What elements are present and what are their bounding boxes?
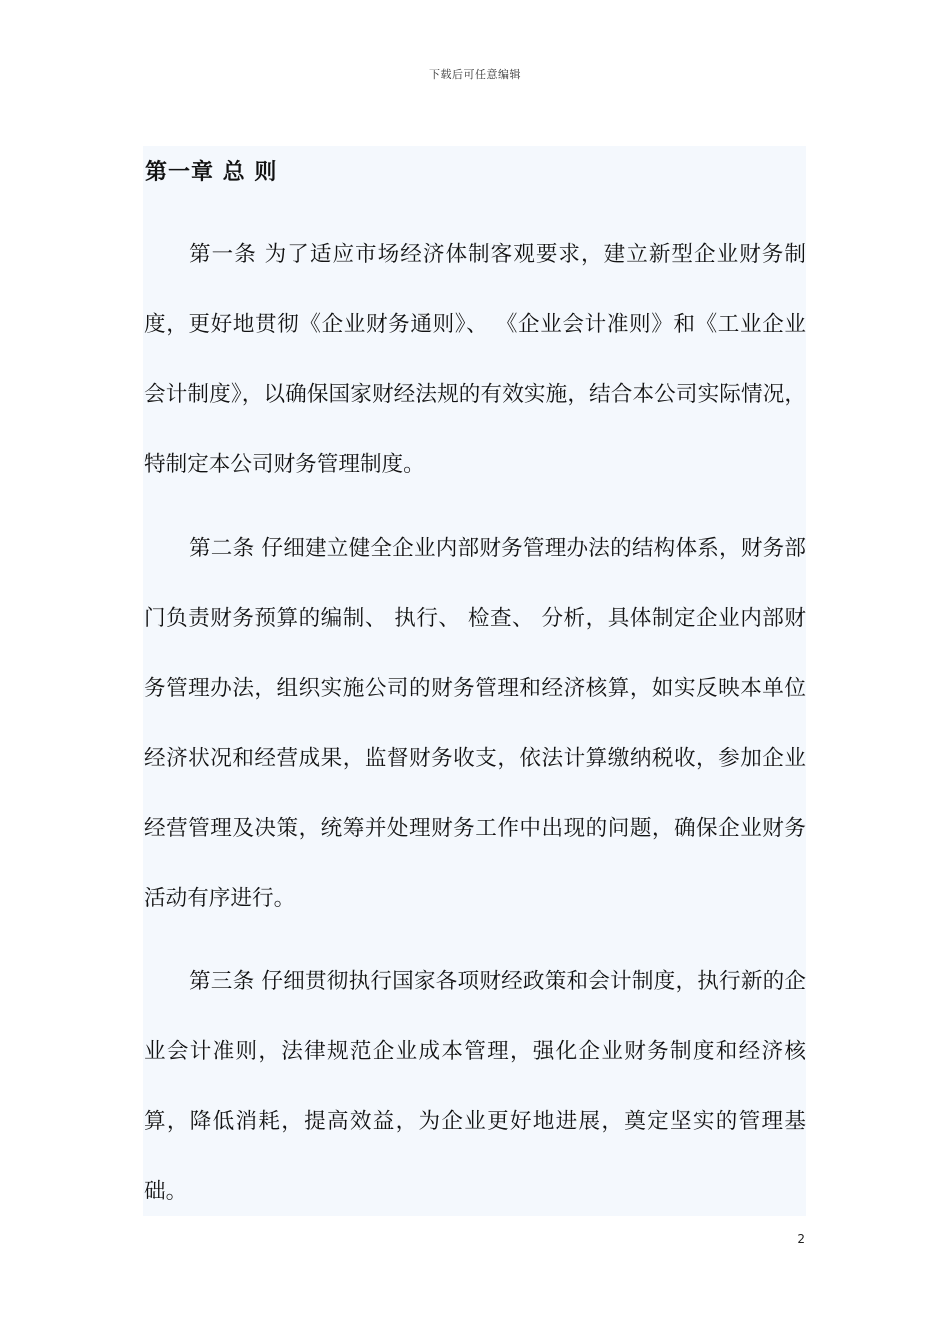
document-body [143,146,806,1216]
chapter-title: 第一章 总 则 [145,160,278,185]
article-2: 第二条 仔细建立健全企业内部财务管理办法的结构体系，财务部门负责财务预算的编制、 执行、 检查、 分析，具体制定企业内部财务管理办法，组织实施公司的财务管理和经济核算，如实反映本单位经济状况和经营成果，监督财务收支，依法计算缴纳税收，参加企业经营管理及决策，统筹并处理财务工作中出现的问题，确保企业财务活动有序进行。 [144,536,806,911]
article-3: 第三条 仔细贯彻执行国家各项财经政策和会计制度，执行新的企业会计准则，法律规范企业成本管理，强化企业财务制度和经济核算，降低消耗，提高效益，为企业更好地进展，奠定坚实的管理基础。 [144,969,806,1204]
page-header: 下载后可任意编辑 [429,68,521,81]
article-1: 第一条 为了适应市场经济体制客观要求，建立新型企业财务制度，更好地贯彻《企业财务通则》、 《企业会计准则》和《工业企业会计制度》，以确保国家财经法规的有效实施，结合本公司实际情况，特制定本公司财务管理制度。 [144,242,806,477]
page-number: 2 [797,1232,805,1246]
